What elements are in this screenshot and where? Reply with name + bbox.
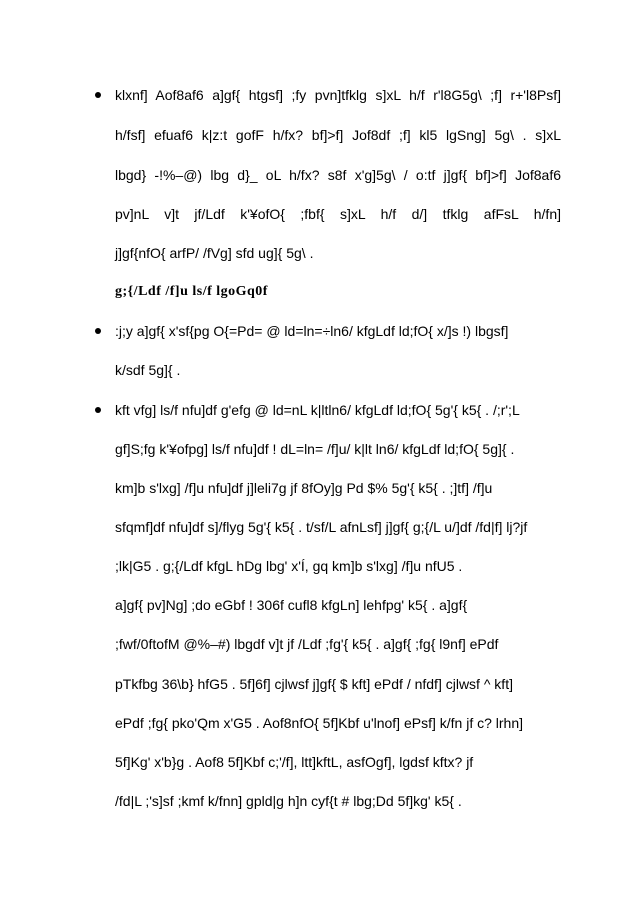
paragraph-line: km]b s'lxg] /f]u nfu]df j]leli7g jf 8fOy]g Pd $% 5g'{ k5{ . ;]tf] /f]u xyxy=(115,480,493,496)
paragraph-line: j]gf{nfO{ arfP/ /fVg] sfd ug]{ 5g\ . xyxy=(115,245,314,261)
paragraph-line: ;lk|G5 . g;{/Ldf kfgL hDg lbg' x'Í, gq km]b s'lxg] /f]u nfU5 . xyxy=(115,558,463,574)
paragraph-line: :j;y a]gf{ x'sf{pg O{=Pd= @ ld=ln=÷ln6/ kfgLdf ld;fO{ x/]s !) lbgsf] xyxy=(115,323,509,339)
bullet-dot-icon xyxy=(95,92,101,98)
paragraph-line: 5f]Kg' x'b}g . Aof8 5f]Kbf c;'/f], ltt]kftL, asfOgf], lgdsf kftx? jf xyxy=(115,754,474,770)
paragraph-line: kft vfg] ls/f nfu]df g'efg @ ld=nL k|ltln6/ kfgLdf ld;fO{ 5g'{ k5{ . /;r';L xyxy=(115,402,520,418)
paragraph-line: /fd|L ;'s]sf ;kmf k/fnn] gpld|g h]n cyf{t # lbg;Dd 5f]kg' k5{ . xyxy=(115,793,462,809)
paragraph-line: sfqmf]df nfu]df s]/flyg 5g'{ k5{ . t/sf/L afnLsf] j]gf{ g;{/L u/]df /fd|f] lj?jf xyxy=(115,519,528,535)
paragraph-line: pv]nL v]t jf/Ldf k'¥ofO{ ;fbf{ s]xL h/f d/] tfklg afFsL h/fn] xyxy=(115,206,561,222)
paragraph-line: k/sdf 5g]{ . xyxy=(115,362,181,378)
bullet-dot-icon xyxy=(95,328,101,334)
paragraph-line: lbgd} -!%–@) lbg d}_ oL h/fx? s8f x'g]5g\ / o:tf j]gf{ bf]>f] Jof8af6 xyxy=(115,167,561,183)
paragraph-line: gf]S;fg k'¥ofpg] ls/f nfu]df ! dL=ln= /f]u/ k|lt ln6/ kfgLdf ld;fO{ 5g]{ . xyxy=(115,441,515,457)
paragraph-line: pTkfbg 36\b} hfG5 . 5f]6f] cjlwsf j]gf{ $ kft] ePdf / nfdf] cjlwsf ^ kft] xyxy=(115,676,513,692)
paragraph-line: klxnf] Aof8af6 a]gf{ htgsf] ;fy pvn]tfklg s]xL h/f r'l8G5g\ ;f] r+'l8Psf] xyxy=(115,87,561,103)
section-heading: g;{/Ldf /f]u ls/f lgoGq0f xyxy=(115,284,268,299)
paragraph-line: ePdf ;fg{ pko'Qm x'G5 . Aof8nfO{ 5f]Kbf u'lnof] ePsf] k/fn jf c? lrhn] xyxy=(115,715,524,731)
paragraph-line: ;fwf/0ftofM @%–#) lbgdf v]t jf /Ldf ;fg'{ k5{ . a]gf{ ;fg{ l9nf] ePdf xyxy=(115,636,499,652)
paragraph-line: h/fsf] efuaf6 k|z:t gofF h/fx? bf]>f] Jof8df ;f] kl5 lgSng] 5g\ . s]xL xyxy=(115,127,561,143)
bullet-dot-icon xyxy=(95,407,101,413)
paragraph-line: a]gf{ pv]Ng] ;do eGbf ! 306f cufl8 kfgLn] lehfpg' k5{ . a]gf{ xyxy=(115,597,468,613)
